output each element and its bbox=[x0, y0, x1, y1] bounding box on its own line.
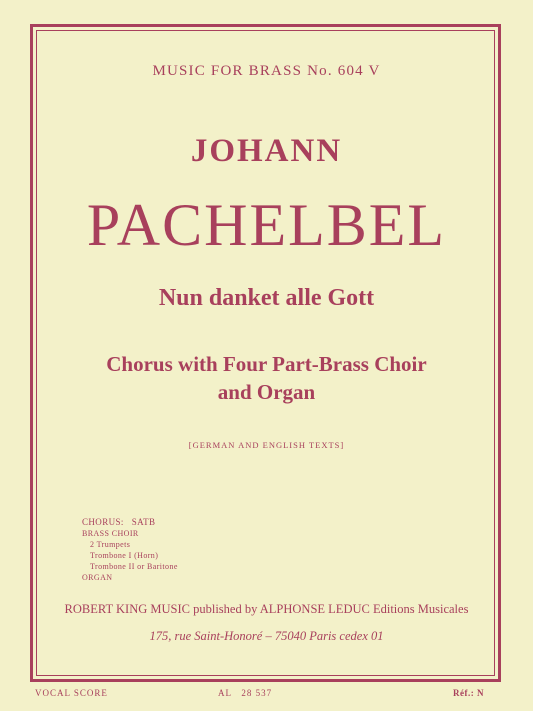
scoring-line-1: Chorus with Four Part-Brass Choir bbox=[106, 352, 427, 376]
scoring-line-2: and Organ bbox=[217, 380, 316, 404]
instrumentation-chorus: CHORUS: SATB bbox=[82, 517, 156, 527]
composer-first-name: JOHANN bbox=[190, 133, 343, 169]
texts-note: [GERMAN AND ENGLISH TEXTS] bbox=[188, 440, 345, 450]
work-title: Nun danket alle Gott bbox=[158, 285, 375, 311]
series-label: MUSIC FOR BRASS No. 604 V bbox=[152, 63, 381, 79]
instrumentation-brass-choir: BRASS CHOIR bbox=[82, 529, 139, 538]
publisher-line: ROBERT KING MUSIC published by ALPHONSE LEDUC Editions Musicales bbox=[64, 602, 469, 616]
instrumentation-part: Trombone II or Baritone bbox=[90, 562, 178, 571]
instrumentation-list bbox=[82, 517, 178, 583]
scoring-description bbox=[0, 350, 533, 406]
catalog-number: AL 28 537 bbox=[218, 688, 273, 698]
instrumentation-part: Trombone I (Horn) bbox=[90, 551, 159, 560]
instrumentation-organ: ORGAN bbox=[82, 573, 113, 582]
instrumentation-part: 2 Trumpets bbox=[90, 540, 131, 549]
reference-code: Réf.: N bbox=[453, 688, 484, 698]
composer-last-name: PACHELBEL bbox=[86, 192, 447, 258]
edition-label: VOCAL SCORE bbox=[35, 688, 108, 698]
publisher-address: 175, rue Saint-Honoré – 75040 Paris cedex 01 bbox=[149, 629, 384, 643]
